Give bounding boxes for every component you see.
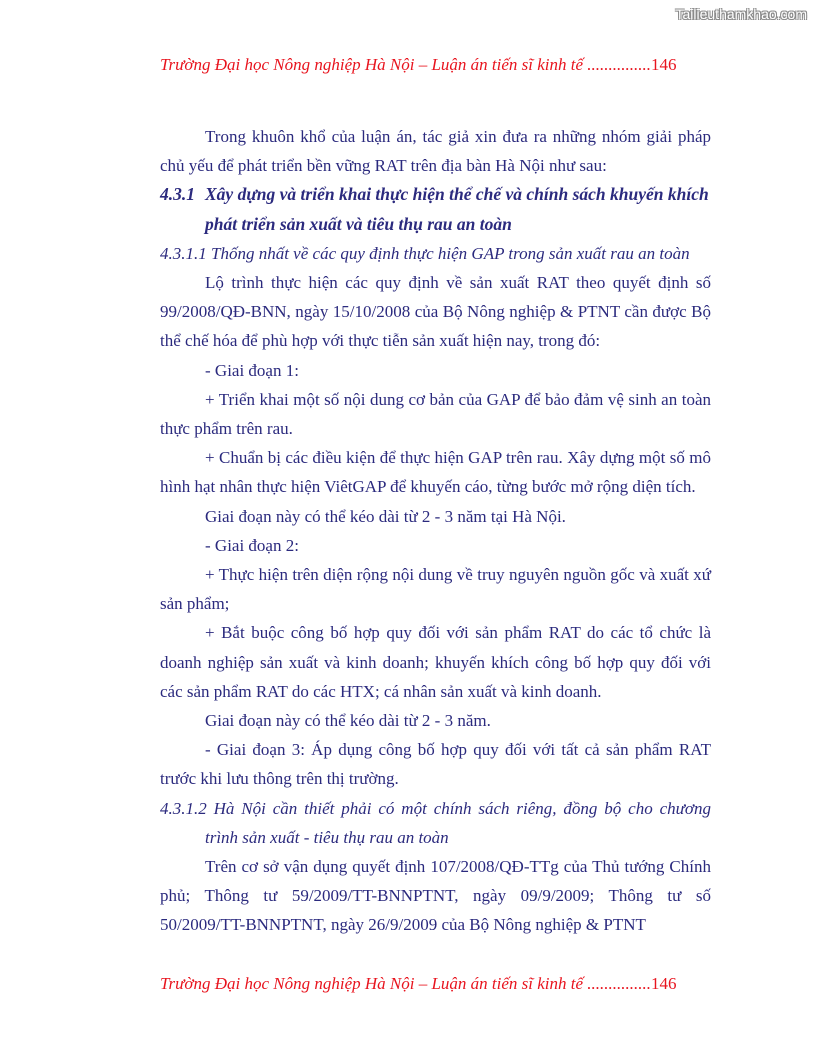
subsection-heading-4-3-1-1: 4.3.1.1 Thống nhất về các quy định thực hiện GAP trong sản xuất rau an toàn (160, 243, 690, 263)
phase-1-label: - Giai đoạn 1: (205, 360, 299, 380)
header-text: Trường Đại học Nông nghiệp Hà Nội – Luận án tiến sĩ kinh tế ............... (160, 55, 652, 74)
phase-1-item-a: + Triển khai một số nội dung cơ bản của GAP để bảo đảm vệ sinh an toàn thực phẩm trên rau. (160, 389, 711, 439)
phase-2-item-b: + Bắt buộc công bố hợp quy đối với sản phẩm RAT do các tổ chức là doanh nghiệp sản xuất và kinh doanh; khuyến khích công bố hợp quy đối với các sản phẩm RAT do các HTX; cá nhân sản xuất và kinh doanh. (160, 623, 711, 701)
phase-1-duration: Giai đoạn này có thể kéo dài từ 2 - 3 năm tại Hà Nội. (205, 506, 566, 526)
page-body (160, 122, 711, 940)
phase-2-label: - Giai đoạn 2: (205, 535, 299, 555)
page-header (160, 55, 677, 75)
intro-paragraph: Trong khuôn khổ của luận án, tác giả xin đưa ra những nhóm giải pháp chủ yếu để phát triển bền vững RAT trên địa bàn Hà Nội như sau: (160, 127, 711, 176)
footer-page-number: 146 (651, 974, 677, 993)
subsection-heading-4-3-1-2: 4.3.1.2 Hà Nội cần thiết phải có một chính sách riêng, đồng bộ cho chương trình sản xuất - tiêu thụ rau an toàn (160, 798, 711, 847)
phase-2-item-a: + Thực hiện trên diện rộng nội dung về truy nguyên nguồn gốc và xuất xứ sản phẩm; (160, 565, 711, 614)
section-heading-4-3-1 (160, 180, 711, 238)
paragraph-roadmap: Lộ trình thực hiện các quy định về sản xuất RAT theo quyết định số 99/2008/QĐ-BNN, ngày 15/10/2008 của Bộ Nông nghiệp & PTNT cần được Bộ thể chế hóa để phù hợp với thực tiễn sản xuất hiện nay, trong đó: (160, 273, 711, 351)
paragraph-basis: Trên cơ sở vận dụng quyết định 107/2008/QĐ-TTg của Thủ tướng Chính phủ; Thông tư 59/2009/TT-BNNPTNT, ngày 09/9/2009; Thông tư số 50/2009/TT-BNNPTNT, ngày 26/9/2009 của Bộ Nông nghiệp & PTNT (160, 857, 711, 935)
phase-3-paragraph: - Giai đoạn 3: Áp dụng công bố hợp quy đối với tất cả sản phẩm RAT trước khi lưu thông trên thị trường. (160, 740, 711, 789)
watermark: Tailieuthamkhao.com (675, 6, 807, 22)
header-page-number: 146 (651, 55, 677, 74)
section-title: Xây dựng và triển khai thực hiện thể chế và chính sách khuyến khích phát triển sản xuất và tiêu thụ rau an toàn (205, 184, 709, 234)
footer-text: Trường Đại học Nông nghiệp Hà Nội – Luận án tiến sĩ kinh tế ............... (160, 974, 652, 993)
page-footer (160, 974, 677, 994)
phase-2-duration: Giai đoạn này có thể kéo dài từ 2 - 3 năm. (205, 711, 491, 731)
section-number: 4.3.1 (160, 184, 195, 205)
phase-1-item-b: + Chuẩn bị các điều kiện để thực hiện GAP trên rau. Xây dựng một số mô hình hạt nhân thực hiện ViêtGAP để khuyến cáo, từng bước mở rộng diện tích. (160, 448, 711, 497)
